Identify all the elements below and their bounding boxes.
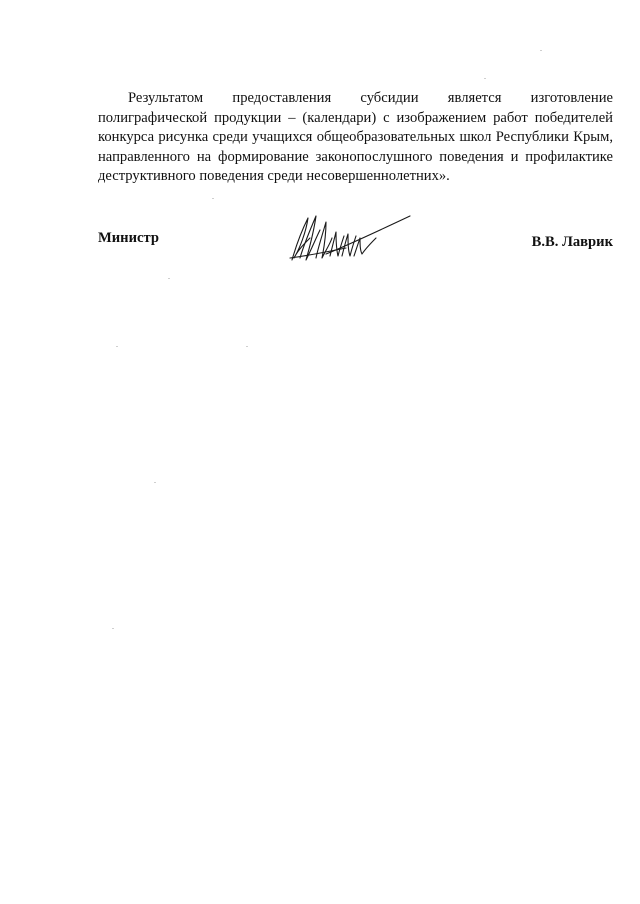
handwritten-signature	[286, 208, 416, 268]
scan-speck	[168, 278, 170, 279]
signatory-name: В.В. Лаврик	[531, 234, 613, 250]
scan-speck	[484, 78, 486, 79]
scan-speck	[212, 198, 214, 199]
scan-speck	[112, 628, 114, 629]
signatory-title: Министр	[98, 230, 159, 246]
scan-speck	[246, 346, 248, 347]
paragraph-line: Результатом предоставления субсидии является изготовление	[128, 90, 613, 106]
paragraph-line: конкурса рисунка среди учащихся общеобразовательных школ Республики Крым,	[98, 129, 613, 146]
scan-speck	[154, 482, 156, 483]
scan-speck	[540, 50, 542, 51]
paragraph-line: полиграфической продукции – (календари) с изображением работ победителей	[98, 109, 613, 126]
body-paragraph	[98, 89, 613, 187]
paragraph-line: направленного на формирование законопослушного поведения и профилактике	[98, 148, 613, 165]
signature-block	[98, 220, 613, 270]
scan-speck	[116, 346, 118, 347]
paragraph-line: деструктивного поведения среди несовершеннолетних».	[98, 168, 450, 185]
